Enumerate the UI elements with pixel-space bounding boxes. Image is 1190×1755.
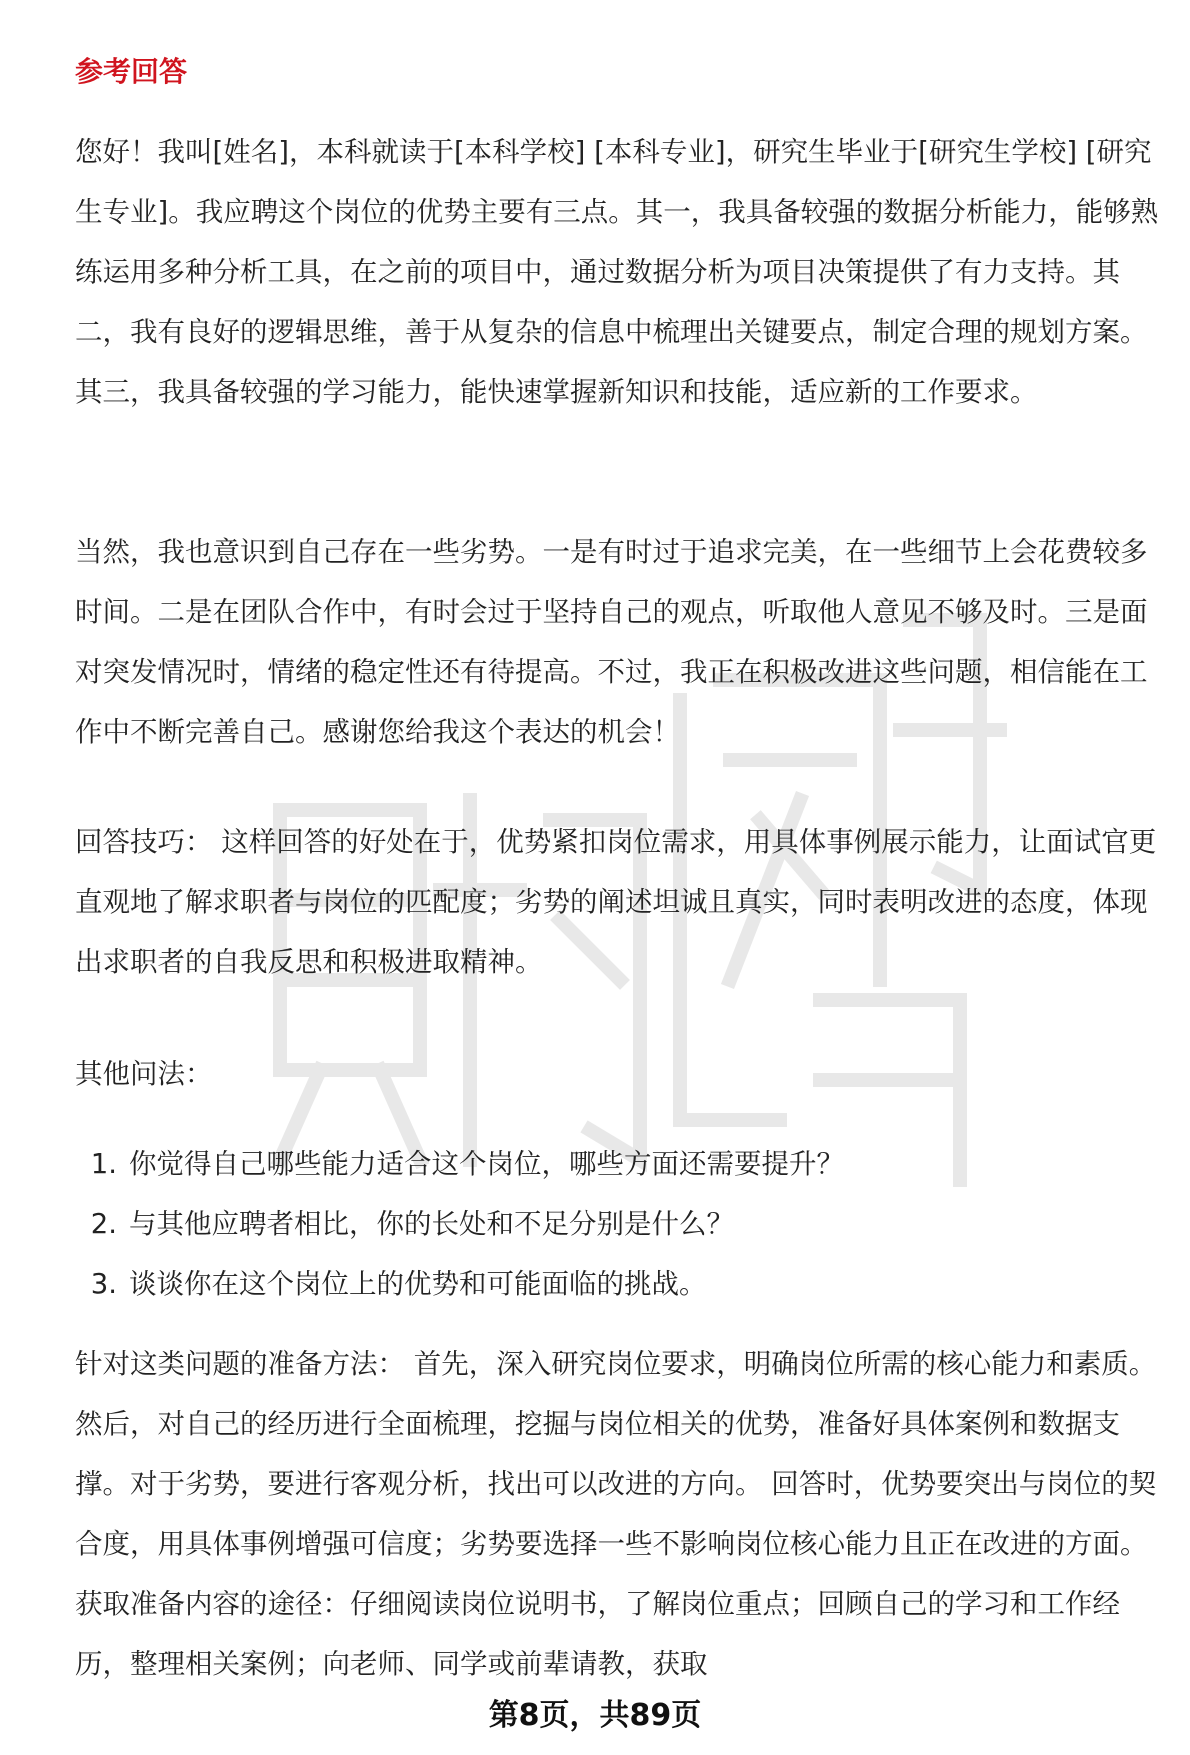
list-item-number: 2. bbox=[90, 1208, 117, 1240]
page-number-footer: 第8页，共89页 bbox=[488, 1698, 702, 1733]
preparation-paragraph: 针对这类问题的准备方法： 首先，深入研究岗位要求，明确岗位所需的核心能力和素质。然后，对自己的经历进行全面梳理，挖掘与岗位相关的优势，准备好具体案例和数据支撑。对于劣势，要进行客观分析，找出可以改进的方向。 回答时，优势要突出与岗位的契合度，用具体事例增强可信度；劣势要选择一些不影响岗位核心能力且正在改进的方面。 获取准备内容的途径：仔细阅读岗位说明书，了解岗位重点；回顾自己的学习和工作经历，整理相关案例；向老师、同学或前辈请教，获取 bbox=[75, 1348, 1157, 1680]
weaknesses-paragraph: 当然，我也意识到自己存在一些劣势。一是有时过于追求完美，在一些细节上会花费较多时间。二是在团队合作中，有时会过于坚持自己的观点，听取他人意见不够及时。三是面对突发情况时，情绪的稳定性还有待提高。不过，我正在积极改进这些问题，相信能在工作中不断完善自己。感谢您给我这个表达的机会！ bbox=[75, 536, 1148, 748]
list-item-number: 3. bbox=[90, 1268, 117, 1300]
document-page bbox=[75, 44, 1165, 1680]
list-item-number: 1. bbox=[90, 1148, 117, 1180]
other-questions-label: 其他问法： bbox=[75, 1058, 213, 1090]
list-item bbox=[75, 1134, 1165, 1194]
list-item bbox=[75, 1254, 1165, 1314]
tips-paragraph: 回答技巧： 这样回答的好处在于，优势紧扣岗位需求，用具体事例展示能力，让面试官更直观地了解求职者与岗位的匹配度；劣势的阐述坦诚且真实，同时表明改进的态度，体现出求职者的自我反思和积极进取精神。 bbox=[75, 826, 1157, 978]
section-heading: 参考回答 bbox=[75, 55, 188, 88]
list-item-text: 谈谈你在这个岗位上的优势和可能面临的挑战。 bbox=[129, 1268, 707, 1300]
list-item bbox=[75, 1194, 1165, 1254]
intro-paragraph: 您好！我叫[姓名]，本科就读于[本科学校] [本科专业]，研究生毕业于[研究生学校] [研究生专业]。我应聘这个岗位的优势主要有三点。其一，我具备较强的数据分析能力，能够熟练运用多种分析工具，在之前的项目中，通过数据分析为项目决策提供了有力支持。其二，我有良好的逻辑思维，善于从复杂的信息中梳理出关键要点，制定合理的规划方案。其三，我具备较强的学习能力，能快速掌握新知识和技能，适应新的工作要求。 bbox=[75, 136, 1159, 408]
other-questions-list bbox=[75, 1134, 1165, 1314]
list-item-text: 与其他应聘者相比，你的长处和不足分别是什么？ bbox=[129, 1208, 734, 1240]
list-item-text: 你觉得自己哪些能力适合这个岗位，哪些方面还需要提升？ bbox=[129, 1148, 844, 1180]
